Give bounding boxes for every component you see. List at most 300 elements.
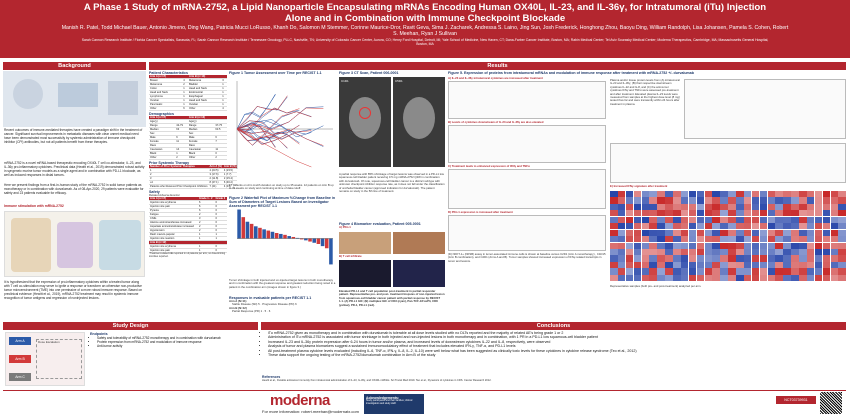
demographics-row-cell: Median bbox=[149, 128, 175, 132]
pr-label: Partial Response (PR) bbox=[232, 309, 260, 314]
heatmap-cell bbox=[689, 236, 697, 242]
heatmap-cell bbox=[838, 210, 846, 216]
prior-therapy-row-cell: 8 (47.1) bbox=[209, 181, 223, 185]
heatmap-cell bbox=[705, 243, 713, 249]
figure-4-title: Figure 4 Biomarker evaluation, Patient 005-0001 bbox=[339, 222, 421, 226]
fig5-right-plots-2 bbox=[610, 143, 846, 183]
heatmap-cell bbox=[657, 191, 665, 197]
heatmap-cell bbox=[838, 275, 846, 281]
heatmap-cell bbox=[752, 255, 760, 261]
heatmap-cell bbox=[823, 249, 831, 255]
figure-5-title: Figure 5. Expression of proteins from intratumoral mRNAs and modulation of immune response after treatment with mRNA-2752 +/- durvalumab bbox=[448, 71, 694, 75]
waterfall-bar bbox=[267, 231, 271, 239]
waterfall-bar bbox=[283, 235, 287, 239]
heatmap-cell bbox=[649, 275, 657, 281]
heatmap-cell bbox=[728, 204, 736, 210]
heatmap-cell bbox=[760, 191, 768, 197]
heatmap-cell bbox=[791, 210, 799, 216]
heatmap-cell bbox=[783, 249, 791, 255]
immune-stimulation-diagram bbox=[4, 211, 145, 277]
heatmap-cell bbox=[697, 255, 705, 261]
heatmap-cell bbox=[642, 268, 650, 274]
background-figure bbox=[3, 71, 146, 127]
heatmap-cell bbox=[618, 275, 626, 281]
heatmap-cell bbox=[799, 243, 807, 249]
heatmap-cell bbox=[744, 197, 752, 203]
demographics-row-cell: Caucasian bbox=[149, 148, 175, 152]
heatmap-cell bbox=[775, 197, 783, 203]
demographics-row-cell: Female bbox=[188, 140, 215, 144]
responses-title: Responses in evaluable patients per RECIST 1.1 bbox=[229, 296, 312, 300]
demographics-row-cell: 11 bbox=[214, 148, 227, 152]
heatmap-cell bbox=[618, 249, 626, 255]
tumor-type-row-cell: 3 bbox=[221, 79, 227, 83]
waterfall-bar bbox=[246, 222, 250, 239]
heatmap-cell bbox=[720, 243, 728, 249]
heatmap-cell bbox=[618, 255, 626, 261]
heatmap-cell bbox=[736, 223, 744, 229]
contact-info: For more information: robert.meehan@modernatx.com bbox=[262, 409, 359, 414]
heatmap-cell bbox=[712, 197, 720, 203]
heatmap-cell bbox=[665, 243, 673, 249]
heatmap-cell bbox=[681, 255, 689, 261]
demographics-row-cell: 6 bbox=[214, 136, 227, 140]
heatmap-cell bbox=[831, 230, 839, 236]
heatmap-cell bbox=[649, 230, 657, 236]
heatmap-cell bbox=[838, 191, 846, 197]
demographics-row-cell: 63 bbox=[175, 128, 188, 132]
heatmap-cell bbox=[760, 275, 768, 281]
safety-a-row-cell: 6 bbox=[198, 201, 214, 205]
heatmap-cell bbox=[642, 243, 650, 249]
background-header: Background bbox=[3, 62, 146, 70]
demographics-row-cell: 11 bbox=[175, 140, 188, 144]
prior-therapy-row-cell: 1 bbox=[149, 169, 209, 173]
poster-header bbox=[0, 0, 850, 58]
heatmap-cell bbox=[681, 204, 689, 210]
heatmap-cell bbox=[673, 249, 681, 255]
prior-therapy-table: Number of Prior Systemic Therapies Arm A (%) Arm B (%) 1 4 (23.5) 4 (23.5) 2 3 (17.6) 1 (7.7) 3 2 (11.8) 2 (15.4) ≥4 8 (47.1) 6 (46.2) Patients who Received Prior Checkpoint Inhibitors 7 (41) 4 (31) bbox=[150, 165, 237, 188]
waterfall-bar bbox=[321, 239, 325, 247]
demographics-row-cell: Range bbox=[149, 124, 175, 128]
heatmap-cell bbox=[642, 255, 650, 261]
heatmap-cell bbox=[823, 217, 831, 223]
heatmap-cell bbox=[649, 236, 657, 242]
poster-title bbox=[40, 2, 810, 24]
heatmap-cell bbox=[823, 236, 831, 242]
heatmap-cell bbox=[681, 262, 689, 268]
heatmap-cell bbox=[831, 262, 839, 268]
heatmap-cell bbox=[697, 249, 705, 255]
heatmap-cell bbox=[760, 262, 768, 268]
heatmap-cell bbox=[673, 268, 681, 274]
heatmap-cell bbox=[642, 249, 650, 255]
background-para-2: mRNA-2752 is a novel mRNA-based therapeutic encoding OX40L T cell co-stimulator, IL-23, and IL-36γ pro-inflammatory cytokines. Preclinical data (Hewitt et al., 2019) demonstrated robust activity in syngeneic murine tumor models as a single agent and in combination with PD-L1 blockade, as well as induced responses in distal tumors. bbox=[4, 161, 145, 177]
safety-a-row-cell: Aspartate aminotransferase increased bbox=[149, 225, 198, 229]
waterfall-bar bbox=[292, 237, 296, 239]
heatmap-cell bbox=[783, 197, 791, 203]
heatmap-cell bbox=[720, 275, 728, 281]
heatmap-cell bbox=[689, 268, 697, 274]
heatmap-cell bbox=[657, 204, 665, 210]
heatmap-cell bbox=[689, 249, 697, 255]
demographics-table: Arm A (n=17) Arm B (n=13) Age(y) Age(y) Range 42-79 Range 37-75 Median 63 Median 63.5 Sex Sex Male 6 Male 6 Female 11 Female 7 Race Race Caucasian 14 Caucasian 11 Black 1 Black 0 Other 2 Other 2 bbox=[149, 116, 227, 160]
safety-a-row-cell: 0 bbox=[215, 225, 228, 229]
safety-a-row-cell: Chills bbox=[149, 217, 198, 221]
heatmap-cell bbox=[752, 223, 760, 229]
sd-label: Stable Disease (SD) bbox=[232, 302, 258, 307]
conclusions-header: Conclusions bbox=[261, 322, 846, 330]
arm-b-label: Arm B bbox=[9, 355, 31, 363]
tumor-type-row-cell: Breast bbox=[149, 79, 182, 83]
heatmap-cell bbox=[665, 236, 673, 242]
conclusions-list bbox=[262, 331, 845, 375]
heatmap-cell bbox=[815, 197, 823, 203]
mrna-graphic bbox=[58, 83, 98, 107]
qr-code[interactable] bbox=[820, 392, 842, 414]
heatmap-cell bbox=[783, 262, 791, 268]
safety-a-row-cell: 2 bbox=[198, 221, 214, 225]
figure-2-caption: Tumor shrinkage in both injected and un-injected target lesions in both monotherapy and in combination with the greatest response and greatest reduction being noted in a patient in the combination arm (images shown in figure 3.) bbox=[229, 278, 336, 289]
acknowledgements-box bbox=[364, 394, 424, 414]
heatmap-cell bbox=[768, 236, 776, 242]
fig5-panel-c-plots bbox=[448, 169, 606, 209]
tumor-type-row-cell: Head and Neck bbox=[188, 99, 221, 103]
heatmap-cell bbox=[634, 204, 642, 210]
heatmap-cell bbox=[689, 191, 697, 197]
heatmap-cell bbox=[626, 268, 634, 274]
heatmap-cell bbox=[760, 210, 768, 216]
heatmap-cell bbox=[728, 191, 736, 197]
safety-a-row-cell: 0 bbox=[215, 209, 228, 213]
heatmap-cell bbox=[752, 210, 760, 216]
tumor-type-row-cell: Ovarian bbox=[188, 103, 221, 107]
figure-3-caption: A partial response with 85% shrinkage of target lesions was observed in a PD-L1 low squamous cell bladder patient receiving 0.5 mg mRNA-2752 Q2W in combination with durvalumab. Of note, squamous-cell bladder cancer is a distinct subtype with unknown checkpoint inhibitor response rate, as it does not fall under the classification of urothelial bladder cancer (approved indication for durvalumab). The patient remains on study in the 5th line of treatment. bbox=[339, 172, 445, 194]
heatmap-cell bbox=[720, 268, 728, 274]
heatmap-cell bbox=[815, 191, 823, 197]
safety-a-row-cell: 2 bbox=[198, 229, 214, 233]
t-cell-post-image bbox=[393, 260, 445, 287]
heatmap-cell bbox=[689, 204, 697, 210]
heatmap-cell bbox=[705, 249, 713, 255]
heatmap-cell bbox=[689, 262, 697, 268]
heatmap-cell bbox=[768, 191, 776, 197]
tumor-type-row-cell: Head and Neck bbox=[149, 91, 182, 95]
heatmap-cell bbox=[610, 255, 618, 261]
demographics-row-cell: 7 bbox=[214, 140, 227, 144]
heatmap-cell bbox=[697, 243, 705, 249]
tumor-type-row bbox=[149, 107, 227, 111]
heatmap-cell bbox=[681, 243, 689, 249]
heatmap-cell bbox=[768, 255, 776, 261]
heatmap-cell bbox=[783, 204, 791, 210]
heatmap-cell bbox=[705, 236, 713, 242]
heatmap-cell bbox=[736, 191, 744, 197]
demographics-title: Demographics bbox=[149, 112, 174, 116]
heatmap-cell bbox=[807, 243, 815, 249]
heatmap-cell bbox=[705, 255, 713, 261]
tumor-type-row-cell: Other bbox=[188, 107, 221, 111]
heatmap-cell bbox=[681, 223, 689, 229]
heatmap-cell bbox=[831, 223, 839, 229]
endpoints-box bbox=[90, 332, 255, 348]
tumor-type-row-cell: 1 bbox=[182, 87, 188, 91]
heatmap-cell bbox=[697, 230, 705, 236]
prior-therapy-row-cell: ≥4 bbox=[149, 181, 209, 185]
heatmap-cell bbox=[823, 210, 831, 216]
heatmap-cell bbox=[681, 249, 689, 255]
heatmap-cell bbox=[768, 223, 776, 229]
waterfall-bar bbox=[250, 224, 254, 239]
heatmap-cell bbox=[760, 268, 768, 274]
figure-1 bbox=[229, 71, 336, 183]
cell-graphic bbox=[108, 81, 138, 115]
demographics-row-cell: 1 bbox=[175, 152, 188, 156]
heatmap-cell bbox=[657, 268, 665, 274]
safety-b-row-cell: Injection site erythema bbox=[149, 245, 198, 249]
heatmap-cell bbox=[626, 197, 634, 203]
heatmap-cell bbox=[744, 262, 752, 268]
footer-rule bbox=[3, 390, 846, 391]
heatmap-cell bbox=[760, 236, 768, 242]
figure-2-chart bbox=[229, 205, 336, 275]
heatmap-cell bbox=[838, 243, 846, 249]
heatmap-cell bbox=[791, 230, 799, 236]
tumor-type-row-cell: 1 bbox=[221, 103, 227, 107]
heatmap-cell bbox=[791, 275, 799, 281]
heatmap-cell bbox=[689, 197, 697, 203]
heatmap-cell bbox=[626, 230, 634, 236]
heatmap-cell bbox=[831, 249, 839, 255]
heatmap-cell bbox=[649, 262, 657, 268]
heatmap-cell bbox=[823, 197, 831, 203]
tme-graphic bbox=[99, 220, 141, 270]
tumor-cell-graphic bbox=[11, 218, 51, 272]
heatmap-cell bbox=[799, 223, 807, 229]
heatmap-cell bbox=[831, 204, 839, 210]
spider-series-line bbox=[237, 112, 311, 134]
heatmap-cell bbox=[783, 210, 791, 216]
heatmap-cell bbox=[807, 204, 815, 210]
heatmap-cell bbox=[610, 236, 618, 242]
conclusion-item: • These data support the ongoing testing of the mRNA-2752/durvalumab combination in Arm B of the study bbox=[268, 353, 845, 357]
figure-1-caption: 17 patients on Arm A with duration on study up to 35 weeks. 12 patients on Arm B up to 39 weeks on study and continuing at time of data cutoff. bbox=[229, 183, 334, 191]
heatmap-cell bbox=[791, 204, 799, 210]
responses-arm-a: Arm A (N=11) bbox=[229, 299, 247, 303]
prior-therapy-row-cell: 2 (11.8) bbox=[209, 177, 223, 181]
heatmap-cell bbox=[697, 236, 705, 242]
hypothesis-text: It is hypothesized that the expression of pro-inflammatory cytokines within a treated tumor along with T cell co-stimulation may serve to ignite a response or transform an otherwise non-productive tumor microenvironment (TME) into one permissive of a more robust immune response. Based on preclinical evidence (Hewitt et al., 2019), mRNA-2752 treatment may result in systemic immune recognition of tumor antigens and regression of noninjected lesions. bbox=[4, 280, 143, 300]
safety-a-row-cell: 3 bbox=[198, 217, 214, 221]
author-list: Manish R. Patel, Todd Michael Bauer, Antonio Jimeno, Ding Wang, Patricia Mucci LoRusso, Khanh Do, Salomon M Stemmer, Corinne Maurice-Dror, Ravit Geva, Sima J. Zacharek, Andressa S. Laino, Jing Sun, Josh Frederick, Honghong Zhou, Baoyu Ding, William Randolph, Lisa Johansen, Pamela S. Cohen, Robert S. Meehan, Ryan J Sullivan bbox=[61, 25, 789, 37]
heatmap-cell bbox=[728, 236, 736, 242]
heatmap-cell bbox=[618, 191, 626, 197]
heatmap-cell bbox=[626, 243, 634, 249]
heatmap-cell bbox=[799, 275, 807, 281]
safety-a-row-cell: 1 bbox=[215, 233, 228, 237]
prior-therapy-row-cell: 2 (15.4) bbox=[223, 177, 238, 181]
heatmap-cell bbox=[799, 268, 807, 274]
heatmap-cell bbox=[823, 275, 831, 281]
heatmap-cell bbox=[618, 262, 626, 268]
heatmap-cell bbox=[618, 268, 626, 274]
heatmap-cell bbox=[689, 275, 697, 281]
heatmap-cell bbox=[712, 210, 720, 216]
heatmap-cell bbox=[736, 262, 744, 268]
heatmap-cell bbox=[705, 217, 713, 223]
arm-b-pd-count: 6 bbox=[268, 309, 271, 314]
heatmap-cell bbox=[610, 210, 618, 216]
heatmap-cell bbox=[689, 217, 697, 223]
heatmap-cell bbox=[673, 217, 681, 223]
heatmap-cell bbox=[807, 236, 815, 242]
heatmap-cell bbox=[799, 236, 807, 242]
heatmap-cell bbox=[634, 268, 642, 274]
heatmap-cell bbox=[823, 223, 831, 229]
heatmap-cell bbox=[610, 204, 618, 210]
heatmap-cell bbox=[712, 236, 720, 242]
fig5-sub-c: C) Treatment leads to enhanced expression of IFNγ and TNFα bbox=[448, 164, 530, 168]
heatmap-cell bbox=[626, 275, 634, 281]
heatmap-cell bbox=[626, 191, 634, 197]
safety-b-row-cell: 1 bbox=[198, 245, 214, 249]
heatmap-cell bbox=[657, 255, 665, 261]
heatmap-cell bbox=[665, 217, 673, 223]
tumor-type-row-cell: 4 bbox=[182, 79, 188, 83]
heatmap-cell bbox=[618, 236, 626, 242]
heatmap-cell bbox=[838, 262, 846, 268]
heatmap-cell bbox=[657, 243, 665, 249]
heatmap-cell bbox=[720, 204, 728, 210]
pdl1-pre-image bbox=[339, 232, 391, 254]
heatmap-cell bbox=[815, 243, 823, 249]
t-cell-pre-image bbox=[339, 260, 391, 287]
safety-a-row-cell: Rash maculo-papular bbox=[149, 233, 198, 237]
heatmap-cell bbox=[799, 217, 807, 223]
legend-note: Representative samples (both pre- and post-treatment) analyzed per arm. bbox=[610, 284, 702, 288]
heatmap-cell bbox=[744, 217, 752, 223]
patient-characteristics-title: Patient Characteristics bbox=[149, 71, 188, 75]
heatmap-cell bbox=[649, 197, 657, 203]
heatmap-cell bbox=[791, 191, 799, 197]
heatmap-cell bbox=[697, 191, 705, 197]
heatmap-cell bbox=[705, 204, 713, 210]
heatmap-cell bbox=[768, 268, 776, 274]
title-line-2: Alone and in Combination with Immune Checkpoint Blockade bbox=[284, 13, 566, 24]
demographics-row-cell: Age(y) bbox=[188, 120, 215, 124]
heatmap-cell bbox=[760, 243, 768, 249]
tumor-type-row-cell: 1 bbox=[182, 99, 188, 103]
heatmap-cell bbox=[712, 217, 720, 223]
tumor-type-row-cell: 1 bbox=[221, 99, 227, 103]
title-line-1: A Phase 1 Study of mRNA-2752, a Lipid Nanoparticle Encapsulating mRNAs Encoding Human OX40L, IL-23, and IL-36γ, for Intratumoral (iTu) Injection bbox=[83, 2, 767, 13]
heatmap-cell bbox=[720, 191, 728, 197]
demographics-row-cell: Sex bbox=[188, 132, 215, 136]
heatmap-cell bbox=[760, 217, 768, 223]
heatmap-cell bbox=[807, 268, 815, 274]
heatmap-cell bbox=[783, 223, 791, 229]
demographics-row-cell: 2 bbox=[175, 156, 188, 160]
heatmap-cell bbox=[752, 243, 760, 249]
heatmap-cell bbox=[744, 204, 752, 210]
heatmap-cell bbox=[626, 217, 634, 223]
affiliations: Sarah Cannon Research Institute / Florida Cancer Specialists, Sarasota, FL; Sarah Cannon Research Institute / Tennessee Oncology, PLLC, Nashville, TN; University of Colorado Cancer Center, Aurora, CO; Henry Ford Hospital, Detroit, MI; Yale School of Medicine, New Haven, CT; Dana-Farber Cancer Institute, Boston, MA; Rabin Medical Center; Tel Aviv Sourasky Medical Center; Moderna Therapeutics, Cambridge, MA; Massachusetts General Hospital, Boston, MA bbox=[81, 38, 769, 46]
heatmap-cell bbox=[626, 236, 634, 242]
waterfall-bar bbox=[325, 239, 329, 249]
heatmap-cell bbox=[791, 249, 799, 255]
heatmap-cell bbox=[673, 197, 681, 203]
heatmap-cell bbox=[823, 204, 831, 210]
heatmap-cell bbox=[618, 230, 626, 236]
heatmap-cell bbox=[665, 268, 673, 274]
heatmap-cell bbox=[791, 236, 799, 242]
tumor-type-row-cell: 1 bbox=[221, 83, 227, 87]
demographics-row-cell: Black bbox=[188, 152, 215, 156]
heatmap-cell bbox=[673, 223, 681, 229]
prior-therapy-row-cell: 4 (31) bbox=[223, 185, 238, 189]
conclusion-item: • Analysis of tumor and plasma biomarkers suggest a sustained immunomodulatory effect of treatment that includes elevated IFN-γ, TNF-α, and PD-L1 levels bbox=[268, 344, 845, 348]
tumor-type-row-cell: 1 bbox=[182, 91, 188, 95]
safety-table: Arm A (n=17) Grade 1 - 2 Grade 3 Injection site erythema 6 0 Injection site pain 6 0 Pyrexia 6 0 Fatigue 2 0 Chills 3 0 Alanine aminotransferase increased 2 0 Aspartate aminotransferase increased 2 0 Hypotension 2 0 Rash maculo-papular 1 1 Injection site reaction 1 1 Arm B (n=12) Injection site erythema 1 0 Injection site pain 1 0 bbox=[150, 197, 226, 253]
figure-2-title: Figure 2 Waterfall Plot of Maximum %Change from Baseline in Sum of Diameters of Target Lesions Based on Investigator Assessment per RECIST 1.1 bbox=[229, 196, 336, 208]
heatmap-cell bbox=[807, 249, 815, 255]
fig5-panel-a-plots bbox=[448, 81, 606, 119]
heatmap-cell bbox=[697, 197, 705, 203]
safety-a-row-cell: 1 bbox=[198, 233, 214, 237]
heatmap-cell bbox=[610, 262, 618, 268]
heatmap-cell bbox=[728, 262, 736, 268]
pd-label: Progressive Disease (PD) bbox=[262, 302, 295, 307]
heatmap-cell bbox=[768, 197, 776, 203]
fig5-panel-b-plots bbox=[448, 125, 606, 163]
figure-1-chart bbox=[229, 77, 336, 177]
heatmap-cell bbox=[831, 275, 839, 281]
heatmap-cell bbox=[634, 262, 642, 268]
heatmap-cell bbox=[775, 275, 783, 281]
dose-escalation-box: Dose Escalation bbox=[36, 339, 82, 379]
figure-4-caption: Elevated PD-L1 and T cell population post-treatment in partial responder patient. Representative pre- and post- treatment biopsies of non-injected lesion from squamous-cell bladder cancer patient with partial response by RECIST 1.1. (A) PD-L1 IHC; (B) multiplex IHC of CD3 (cyan), Pan-TCF-1/FoxP3, CD8 (yellow), PD-1, PD-L1 (red). bbox=[339, 289, 445, 307]
heatmap-cell bbox=[642, 191, 650, 197]
heatmap-cell bbox=[634, 255, 642, 261]
endpoints-title: Endpoints bbox=[90, 332, 108, 336]
tumor-type-row-cell: 2 bbox=[182, 83, 188, 87]
demographics-row-cell: 42-79 bbox=[175, 124, 188, 128]
heatmap-cell bbox=[649, 204, 657, 210]
heatmap-cell bbox=[665, 191, 673, 197]
heatmap-cell bbox=[728, 210, 736, 216]
heatmap-cell bbox=[705, 191, 713, 197]
demographics-row-cell: Black bbox=[149, 152, 175, 156]
heatmap-cell bbox=[720, 223, 728, 229]
heatmap-cell bbox=[768, 217, 776, 223]
safety-a-row-cell: Pyrexia bbox=[149, 209, 198, 213]
heatmap-cell bbox=[807, 255, 815, 261]
safety-a-row-cell: Fatigue bbox=[149, 213, 198, 217]
prior-therapy-title: Prior Systemic Therapy bbox=[149, 161, 190, 165]
heatmap-cell bbox=[642, 262, 650, 268]
demographics-row-cell: Age(y) bbox=[149, 120, 175, 124]
heatmap-cell bbox=[760, 230, 768, 236]
figure-5-left bbox=[448, 77, 606, 321]
heatmap-cell bbox=[815, 230, 823, 236]
demographics-row-cell: Female bbox=[149, 140, 175, 144]
heatmap-cell bbox=[705, 230, 713, 236]
heatmap-cell bbox=[642, 223, 650, 229]
heatmap-cell bbox=[736, 243, 744, 249]
heatmap-cell bbox=[642, 275, 650, 281]
heatmap-cell bbox=[681, 268, 689, 274]
safety-a-row-cell: 6 bbox=[198, 205, 214, 209]
